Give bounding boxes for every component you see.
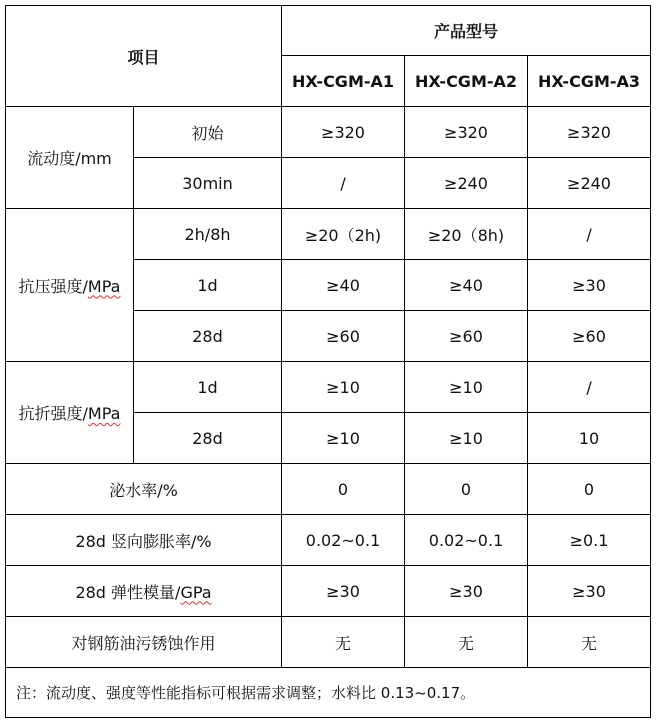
value-cell: ≥320 [528, 107, 651, 158]
product-model-header: 产品型号 [282, 6, 651, 56]
unit-gpa: GPa [180, 582, 212, 602]
value-cell: 无 [405, 617, 528, 668]
sub-label: 1d [134, 260, 282, 311]
value-cell: / [528, 209, 651, 260]
value-cell: ≥20（8h) [405, 209, 528, 260]
label-prefix: 抗压强度/ [18, 276, 88, 296]
table-note: 注：流动度、强度等性能指标可根据需求调整；水料比 0.13~0.17。 [6, 668, 651, 718]
label-prefix: 28d 弹性模量/ [75, 582, 181, 602]
spec-table [5, 5, 651, 718]
compressive-strength-label [6, 209, 134, 362]
table-row [6, 209, 651, 260]
value-cell: ≥30 [282, 566, 405, 617]
value-cell: ≥240 [528, 158, 651, 209]
value-cell: ≥40 [282, 260, 405, 311]
value-cell: ≥30 [528, 566, 651, 617]
sub-label: 2h/8h [134, 209, 282, 260]
value-cell: ≥10 [282, 362, 405, 413]
label-prefix: 抗折强度/ [18, 404, 88, 423]
value-cell: ≥40 [405, 260, 528, 311]
item-header: 项目 [6, 6, 282, 107]
value-cell: 0 [282, 464, 405, 515]
unit-mpa: MPa [87, 276, 121, 296]
sub-label: 1d [134, 362, 282, 413]
value-cell: ≥30 [528, 260, 651, 311]
fluidity-label: 流动度/mm [6, 107, 134, 209]
value-cell: ≥30 [405, 566, 528, 617]
corrosion-effect-label: 对钢筋油污锈蚀作用 [6, 617, 282, 668]
table-row [6, 464, 651, 515]
value-cell: 无 [282, 617, 405, 668]
table-row [6, 515, 651, 566]
value-cell: ≥320 [405, 107, 528, 158]
value-cell: ≥320 [282, 107, 405, 158]
value-cell: ≥0.1 [528, 515, 651, 566]
value-cell: 0 [405, 464, 528, 515]
sub-label: 初始 [134, 107, 282, 158]
note-row [6, 668, 651, 718]
table-row [6, 107, 651, 158]
value-cell: 0.02~0.1 [405, 515, 528, 566]
value-cell: ≥240 [405, 158, 528, 209]
model-header-a1: HX-CGM-A1 [282, 56, 405, 107]
table-row [6, 617, 651, 668]
value-cell: 0.02~0.1 [282, 515, 405, 566]
unit-mpa: MPa [87, 404, 121, 423]
flexural-strength-label [6, 362, 134, 464]
vertical-expansion-label: 28d 竖向膨胀率/% [6, 515, 282, 566]
value-cell: 10 [528, 413, 651, 464]
model-header-a2: HX-CGM-A2 [405, 56, 528, 107]
value-cell: ≥20（2h) [282, 209, 405, 260]
value-cell: 无 [528, 617, 651, 668]
bleeding-rate-label: 泌水率/% [6, 464, 282, 515]
table-row [6, 362, 651, 413]
table-row [6, 566, 651, 617]
model-header-a3: HX-CGM-A3 [528, 56, 651, 107]
value-cell: ≥60 [528, 311, 651, 362]
sub-label: 30min [134, 158, 282, 209]
sub-label: 28d [134, 311, 282, 362]
value-cell: ≥10 [405, 413, 528, 464]
value-cell: 0 [528, 464, 651, 515]
value-cell: ≥10 [282, 413, 405, 464]
header-row [6, 6, 651, 56]
value-cell: / [528, 362, 651, 413]
elastic-modulus-label [6, 566, 282, 617]
value-cell: / [282, 158, 405, 209]
value-cell: ≥10 [405, 362, 528, 413]
sub-label: 28d [134, 413, 282, 464]
value-cell: ≥60 [282, 311, 405, 362]
value-cell: ≥60 [405, 311, 528, 362]
